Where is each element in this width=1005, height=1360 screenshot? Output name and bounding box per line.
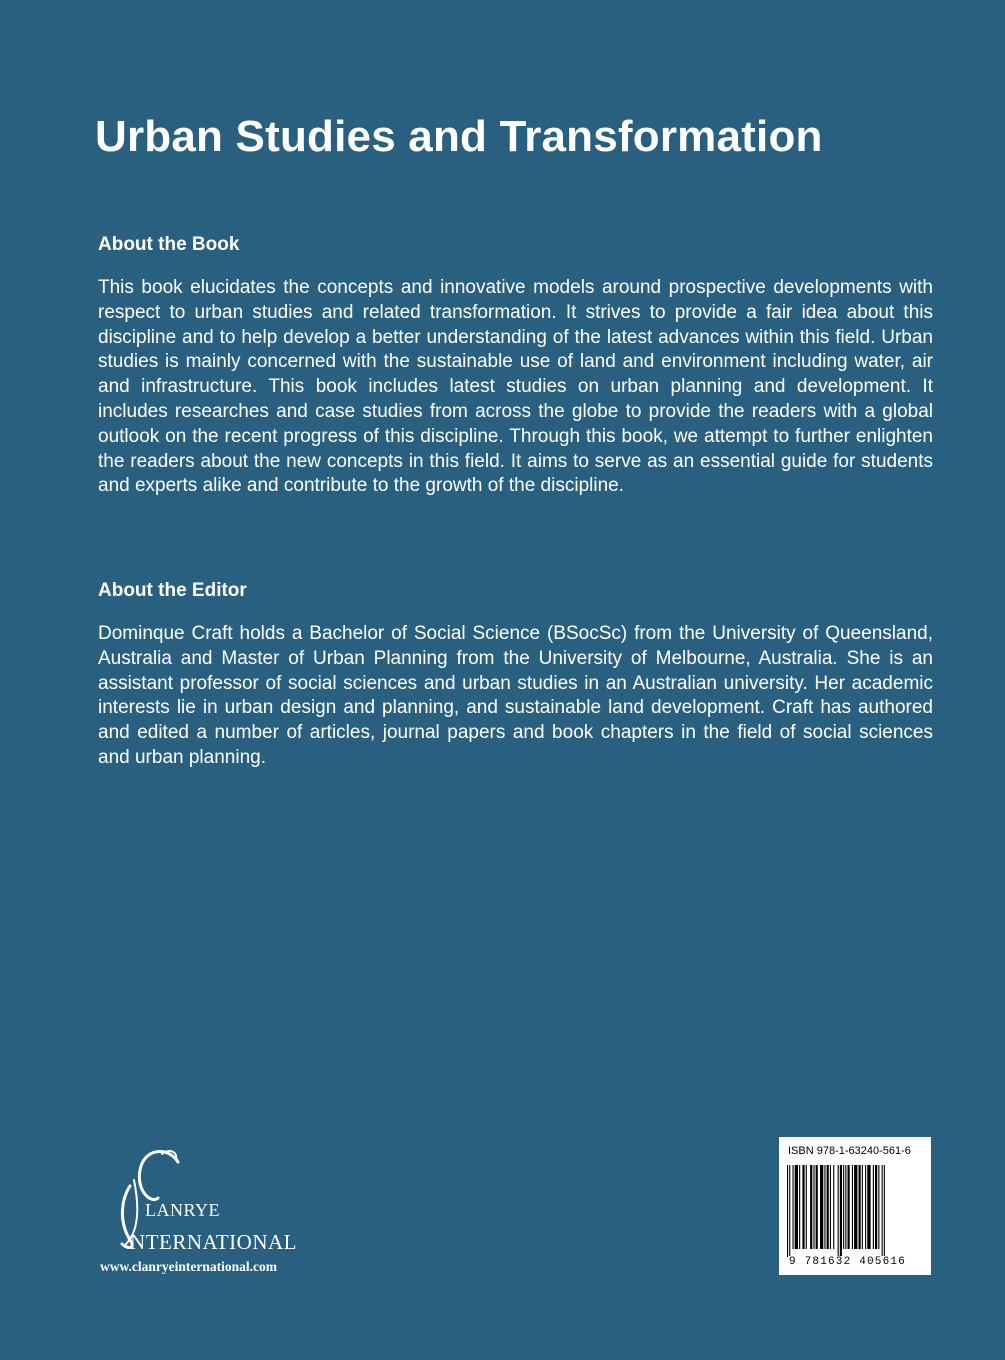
publisher-name-line1: LANRYE [145,1200,220,1220]
barcode-bars [787,1165,923,1257]
about-book-heading: About the Book [98,234,240,255]
book-title: Urban Studies and Transformation [95,112,823,161]
publisher-url: www.clanryeinternational.com [100,1259,277,1274]
isbn-barcode [779,1137,931,1275]
publisher-logo [100,1140,310,1280]
publisher-name-line2: NTERNATIONAL [130,1230,297,1254]
barcode-digits: 9 781632 405616 [789,1256,907,1268]
isbn-label: ISBN 978-1-63240-561-6 [788,1145,911,1157]
about-book-text: This book elucidates the concepts and innovative models around prospective developments with respect to urban studies and related transformation. It strives to provide a fair idea about this discipline and to help develop a better understanding of the latest advances within this field. Urban studies is mainly concerned with the sustainable use of land and environment including water, air and infrastructure. This book includes latest studies on urban planning and development. It includes researches and case studies from across the globe to provide the readers with a global outlook on the recent progress of this discipline. Through this book, we attempt to further enlighten the readers about the new concepts in this field. It aims to serve as an essential guide for students and experts alike and contribute to the growth of the discipline. [98,277,933,497]
about-editor-text: Dominque Craft holds a Bachelor of Social Science (BSocSc) from the University of Queensland, Australia and Master of Urban Planning from the University of Melbourne, Australia. She is an assistant professor of social sciences and urban studies in an Australian university. Her academic interests lie in urban design and planning, and sustainable land development. Craft has authored and edited a number of articles, journal papers and book chapters in the field of social sciences and urban planning. [98,623,933,768]
about-editor-heading: About the Editor [98,580,247,601]
